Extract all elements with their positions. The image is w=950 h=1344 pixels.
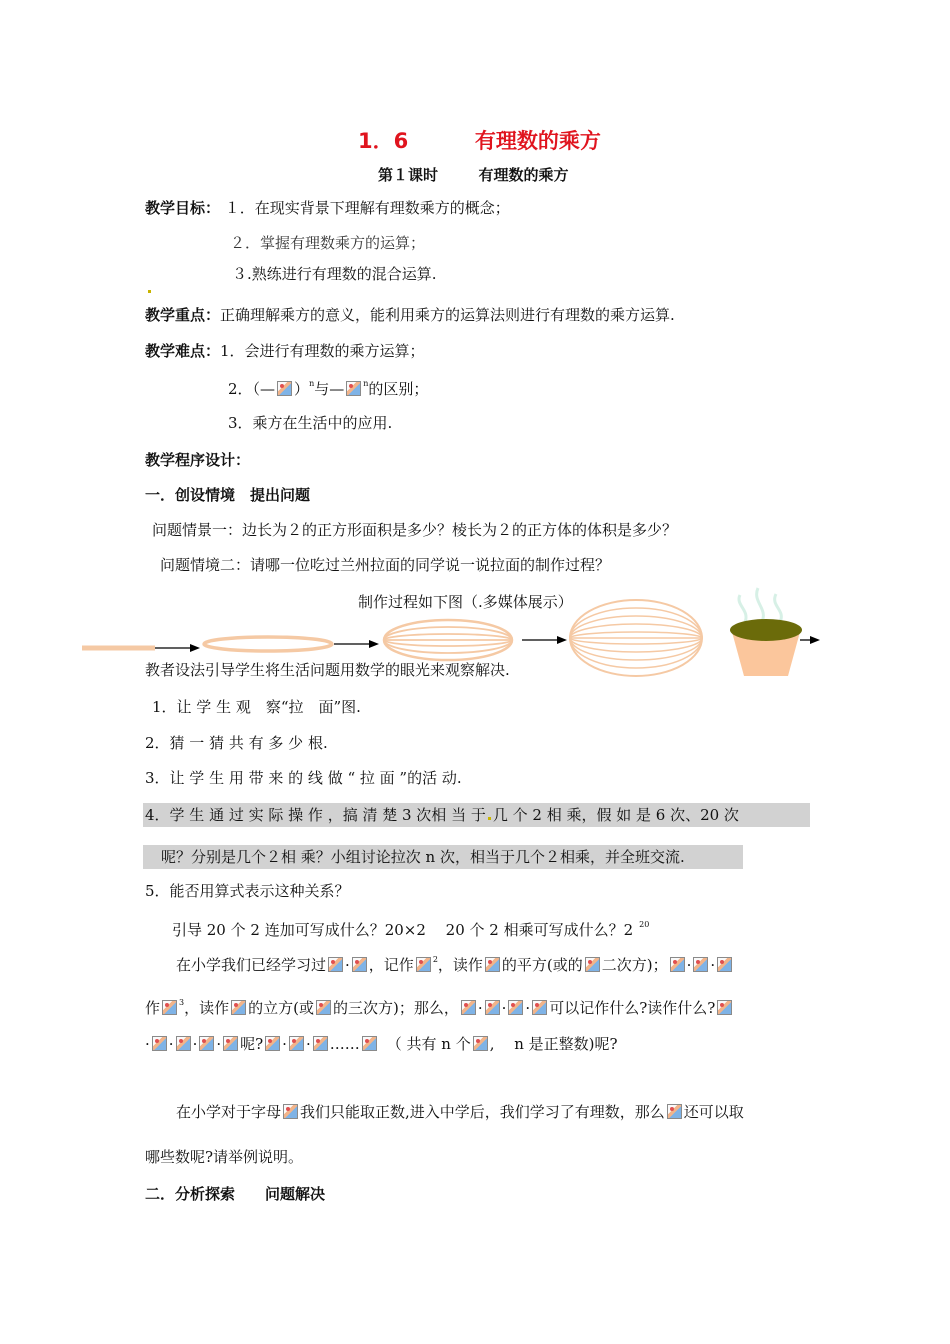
guide-line-text: 引导 20 个 2 连加可写成什么？20×2 20 个 2 相乘可写成什么？2: [172, 921, 634, 939]
para1-text: , n 是正整数)呢?: [489, 1035, 618, 1053]
guide-line: [172, 915, 649, 940]
procedure-label: 教学程序设计：: [145, 451, 251, 469]
para1-dot: ·: [345, 956, 350, 974]
para2-text: 在小学对于字母: [176, 1103, 282, 1121]
scenario-2: 问题情境二：请哪一位吃过兰州拉面的同学说一说拉面的制作过程？: [160, 556, 611, 574]
formula-image-icon: [199, 1036, 214, 1051]
difficulty-item-3: 3．乘方在生活中的应用.: [228, 414, 393, 432]
step-2-b: 根.: [307, 734, 328, 752]
formula-image-icon: [585, 957, 600, 972]
formula-image-icon: [328, 957, 343, 972]
difficulty-line-1: [145, 341, 425, 361]
para1-dot: ·: [192, 1035, 198, 1053]
para1-text: ，记作: [368, 956, 414, 974]
formula-image-icon: [416, 957, 431, 972]
formula-image-icon: [717, 1000, 732, 1015]
teacher-guide: 教者设法引导学生将生活问题用数学的眼光来观察解决.: [145, 661, 510, 679]
para1-text: （ 共有 n 个: [386, 1035, 471, 1053]
step-4-line-2: 呢？分别是几个２相 乘？小组讨论拉次 n 次，相当于几个２相乘，并全班交流.: [143, 845, 743, 869]
para1-dot: ·: [145, 1035, 150, 1053]
steam-icon: [775, 594, 782, 622]
page-title: [358, 125, 601, 155]
para1-dot: ·: [282, 1035, 287, 1053]
exponent-2: 2: [432, 955, 438, 964]
para2-line-1: [176, 1102, 744, 1122]
section-heading-1: 一．创设情境 提出问题: [145, 486, 311, 504]
step-4-a: 4．学 生 通 过 实 际 操 作 ，搞 清 楚 3 次相 当 于: [145, 806, 486, 824]
para1-dot: ·: [525, 999, 531, 1017]
para1-text: 作: [145, 999, 161, 1017]
para1-line-3: [145, 1034, 618, 1054]
goal-item-1: １．在现实背景下理解有理数乘方的概念；: [224, 199, 510, 217]
key-point: [145, 305, 675, 325]
steam-icon: [739, 595, 746, 622]
goal-item-3: ３.熟练进行有理数的混合运算.: [232, 265, 437, 283]
formula-image-icon: [223, 1036, 238, 1051]
noodle-strands-many: [570, 600, 702, 676]
formula-image-icon: [231, 1000, 246, 1015]
para1-dot: ·: [216, 1035, 222, 1053]
bowl-soup: [730, 619, 802, 641]
formula-image-icon: [265, 1036, 280, 1051]
para1-text: ，读作: [437, 956, 483, 974]
section-heading-2: 二．分析探索 问题解决: [145, 1185, 326, 1203]
noodle-strands-medium: [384, 620, 512, 660]
step-3: 3．让 学 生 用 带 来 的 线 做 “ 拉 面 ”的活 动.: [145, 769, 462, 787]
step-2: [145, 733, 328, 753]
formula-image-icon: [693, 957, 708, 972]
title-number: 1．6: [358, 129, 409, 153]
subtitle-text: 有理数的乘方: [478, 166, 569, 184]
para1-text: 的三次方)；那么，: [332, 999, 459, 1017]
para1-line-2: [145, 993, 734, 1018]
arrow-head-icon: [810, 636, 820, 644]
para1-text: 在小学我们已经学习过: [176, 956, 327, 974]
formula-image-icon: [508, 1000, 523, 1015]
para1-dot: ·: [710, 956, 716, 974]
title-text: 有理数的乘方: [474, 129, 601, 153]
formula-image-icon: [670, 957, 685, 972]
difficulty-item-2-a: 2．（—: [228, 380, 276, 398]
subtitle: [378, 164, 569, 185]
para1-dot: ·: [501, 999, 507, 1017]
arrow-head-icon: [557, 636, 567, 644]
subtitle-lesson: 第１课时: [378, 166, 439, 184]
arrow-head-icon: [369, 640, 379, 648]
formula-image-icon: [316, 1000, 331, 1015]
para1-line-1: [176, 950, 734, 975]
goal-item-2: ２．掌握有理数乘方的运算；: [230, 234, 426, 252]
difficulty-item-2: [228, 374, 428, 399]
formula-image-icon: [532, 1000, 547, 1015]
para1-text: 的平方(或的: [501, 956, 583, 974]
formula-image-icon: [283, 1104, 298, 1119]
formula-image-icon: [346, 381, 361, 396]
steam-icon: [757, 588, 764, 622]
goals-line-1: [145, 198, 510, 218]
formula-image-icon: [152, 1036, 167, 1051]
exponent-20: 20: [639, 920, 650, 929]
para1-text: ，读作: [184, 999, 230, 1017]
difficulty-item-2-b: ）: [294, 380, 310, 398]
key-point-label: 教学重点：: [145, 306, 221, 324]
para1-text: 呢?: [240, 1035, 264, 1053]
key-point-text: 正确理解乘方的意义，能利用乘方的运算法则进行有理数的乘方运算.: [220, 306, 675, 324]
noodle-loop: [204, 637, 332, 651]
formula-image-icon: [176, 1036, 191, 1051]
formula-image-icon: [289, 1036, 304, 1051]
para1-dot: ·: [305, 1035, 311, 1053]
para1-text: 可以记作什么?读作什么?: [549, 999, 716, 1017]
formula-image-icon: [473, 1036, 488, 1051]
difficulty-item-2-c: 与—: [314, 380, 345, 398]
formula-image-icon: [667, 1104, 682, 1119]
goals-label: 教学目标：: [145, 199, 221, 217]
para1-dot: ·: [686, 956, 692, 974]
step-4-b: 几 个 2 相 乘，假 如 是 6 次、20 次: [492, 806, 739, 824]
figure-caption: 制作过程如下图（.多媒体展示）: [358, 593, 573, 611]
step-5: 5．能否用算式表示这种关系？: [145, 882, 350, 900]
exponent-n: n: [309, 379, 315, 388]
exponent-3: 3: [179, 998, 185, 1007]
formula-image-icon: [717, 957, 732, 972]
formula-image-icon: [277, 381, 292, 396]
para1-ellipsis: ……: [329, 1035, 360, 1053]
para1-dot: ·: [477, 999, 483, 1017]
step-1: 1．让 学 生 观 察“拉 面”图.: [152, 698, 361, 716]
step-2-a: 2．猜 一 猜 共 有 多 少: [145, 734, 304, 752]
para2-text: 我们只能取正数,进入中学后，我们学习了有理数，那么: [300, 1103, 665, 1121]
formula-image-icon: [313, 1036, 328, 1051]
para1-text: 二次方)；: [601, 956, 668, 974]
formula-image-icon: [162, 1000, 177, 1015]
formula-image-icon: [485, 1000, 500, 1015]
difficulty-label: 教学难点：: [145, 342, 221, 360]
para1-dot: ·: [168, 1035, 174, 1053]
step-4-line-1: [143, 803, 810, 827]
stray-dot: [148, 278, 151, 297]
para1-text: 的立方(或: [248, 999, 314, 1017]
para2-text: 还可以取: [683, 1103, 744, 1121]
para2-line-2: 哪些数呢?请举例说明。: [145, 1148, 304, 1166]
arrow-head-icon: [190, 644, 200, 652]
exponent-n: n: [363, 379, 369, 388]
formula-image-icon: [461, 1000, 476, 1015]
difficulty-item-1: 1．会进行有理数的乘方运算；: [220, 342, 425, 360]
formula-image-icon: [485, 957, 500, 972]
formula-image-icon: [362, 1036, 377, 1051]
formula-image-icon: [352, 957, 367, 972]
difficulty-item-2-d: 的区别；: [368, 380, 429, 398]
scenario-1: 问题情景一：边长为２的正方形面积是多少？棱长为２的正方体的体积是多少？: [152, 521, 678, 539]
